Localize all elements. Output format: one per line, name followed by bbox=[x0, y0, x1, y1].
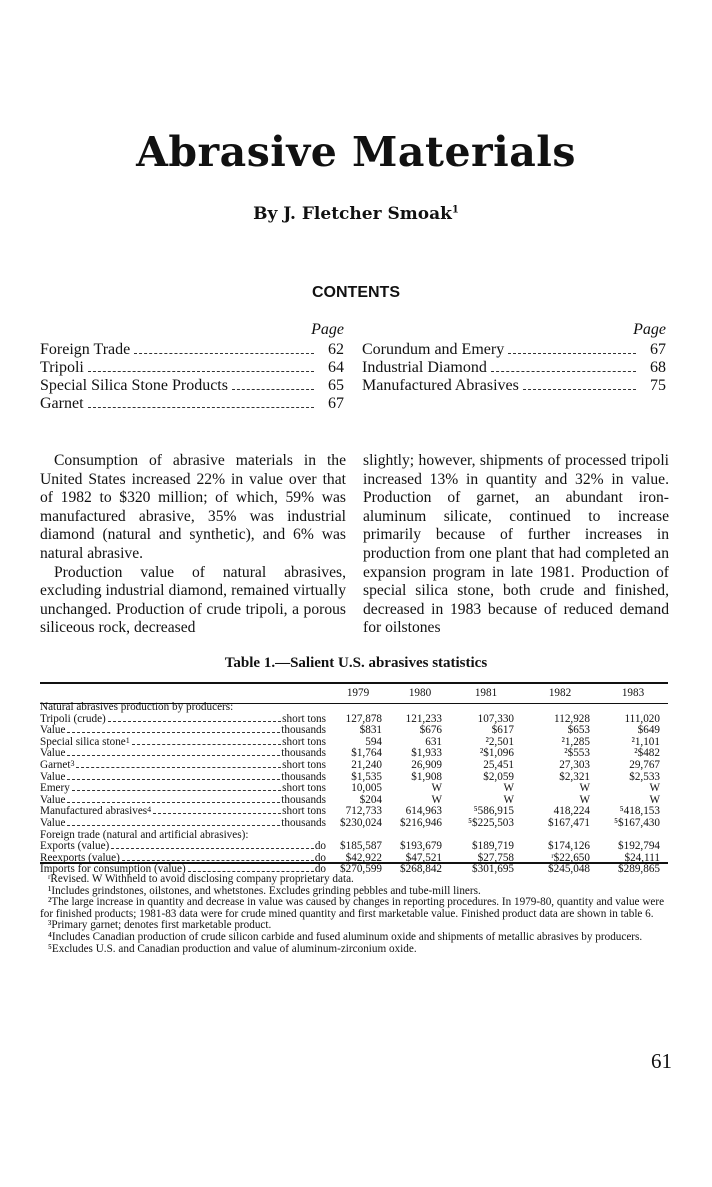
toc-entry[interactable] bbox=[40, 341, 344, 359]
value-cell: $27,758 bbox=[477, 851, 514, 864]
row-unit: thousands bbox=[281, 793, 326, 806]
value-cell: ²$482 bbox=[634, 747, 660, 760]
value-cell: $653 bbox=[567, 724, 590, 737]
value-cell: $289,865 bbox=[618, 863, 660, 876]
value-cell: $47,521 bbox=[405, 851, 442, 864]
row-label-cell bbox=[40, 841, 326, 853]
toc-entry[interactable] bbox=[362, 377, 666, 395]
toc-entry-label: Special Silica Stone Products bbox=[40, 377, 228, 394]
value-cell: $831 bbox=[359, 724, 382, 737]
row-leader bbox=[67, 825, 280, 826]
value-cell: 26,909 bbox=[411, 758, 442, 771]
value-cell: 25,451 bbox=[483, 758, 514, 771]
value-cell: $1,764 bbox=[351, 747, 382, 760]
value-cell: $270,599 bbox=[340, 863, 382, 876]
toc-entry[interactable] bbox=[40, 377, 344, 395]
value-cell: 418,224 bbox=[553, 805, 590, 818]
value-cell: ⁵$167,430 bbox=[614, 816, 660, 829]
value-cell: $2,533 bbox=[629, 770, 660, 783]
toc-entry-page: 75 bbox=[650, 377, 666, 394]
value-cell: $649 bbox=[637, 724, 660, 737]
author-byline bbox=[0, 204, 712, 224]
row-unit: do bbox=[314, 851, 326, 864]
page-number: 61 bbox=[651, 1049, 672, 1073]
row-footnote-marker: 3 bbox=[70, 758, 75, 768]
row-unit: thousands bbox=[281, 816, 326, 829]
row-label bbox=[40, 760, 326, 772]
section-label: Foreign trade (natural and artificial abrasives): bbox=[40, 828, 249, 841]
row-label-cell bbox=[40, 783, 326, 795]
row-footnote-marker: 4 bbox=[147, 805, 152, 815]
value-cell: W bbox=[503, 793, 514, 806]
value-cell: $192,794 bbox=[618, 840, 660, 853]
value-cell: $230,024 bbox=[340, 816, 382, 829]
value-cell: $193,679 bbox=[400, 840, 442, 853]
toc-right-column bbox=[362, 321, 666, 395]
value-cell: ²2,501 bbox=[485, 735, 514, 748]
toc-entry-label: Foreign Trade bbox=[40, 341, 131, 358]
body-paragraph: slightly; however, shipments of processed tripoli increased 13% in quantity and 32% in value. Production of garnet, an abundant iron-aluminum silicate, continued to increase primarily because of further increases in production from one plant that had completed an expansion program in late 1981. Production of special silica stone, both crude and finished, decreased in 1983 because of reduced demand for oilstones bbox=[363, 452, 669, 637]
row-unit: short tons bbox=[282, 758, 326, 771]
row-label-text: Emery bbox=[40, 782, 70, 795]
value-cell: $2,059 bbox=[483, 770, 514, 783]
value-cell: 27,303 bbox=[559, 758, 590, 771]
row-unit: do bbox=[314, 863, 326, 876]
value-cell: ²1,285 bbox=[561, 735, 590, 748]
toc-leader bbox=[508, 353, 636, 354]
table-row bbox=[40, 841, 668, 853]
row-label-text: Value bbox=[40, 724, 66, 737]
toc-entry-label: Manufactured Abrasives bbox=[362, 377, 519, 394]
table-title: Table 1.—Salient U.S. abrasives statistics bbox=[224, 655, 488, 671]
body-paragraph: Production value of natural abrasives, excluding industrial diamond, remained virtually unchanged. Production of crude tripoli, a porous siliceous rock, decreased bbox=[40, 563, 346, 637]
row-leader bbox=[67, 779, 280, 780]
row-label-cell bbox=[40, 818, 326, 830]
value-cell: W bbox=[649, 793, 660, 806]
toc-entry[interactable] bbox=[40, 359, 344, 377]
footnote: ⁵Excludes U.S. and Canadian production and value of aluminum-zirconium oxide. bbox=[48, 942, 417, 955]
row-label-text: Reexports (value) bbox=[40, 851, 120, 864]
value-cell: $1,535 bbox=[351, 770, 382, 783]
toc-entry-page: 62 bbox=[328, 341, 344, 358]
row-leader bbox=[67, 732, 280, 733]
row-label-text: Garnet bbox=[40, 758, 71, 771]
value-cell: $167,471 bbox=[548, 816, 590, 829]
value-cell: 121,233 bbox=[405, 712, 442, 725]
value-cell: 594 bbox=[365, 735, 382, 748]
row-leader bbox=[122, 860, 314, 861]
row-footnote-marker: 1 bbox=[125, 735, 130, 745]
value-cell: $676 bbox=[419, 724, 442, 737]
toc-entry[interactable] bbox=[362, 341, 666, 359]
value-cell: 29,767 bbox=[629, 758, 660, 771]
footnote: ⁴Includes Canadian production of crude silicon carbide and fused aluminum oxide and shipments of metallic abrasives by producers. bbox=[48, 930, 643, 943]
toc-left-column bbox=[40, 321, 344, 413]
toc-entry-label: Corundum and Emery bbox=[362, 341, 505, 358]
value-cell: $1,908 bbox=[411, 770, 442, 783]
value-cell: ⁵418,153 bbox=[619, 805, 660, 818]
value-cell: ʳ$22,650 bbox=[551, 851, 590, 864]
row-label-cell bbox=[40, 760, 326, 772]
row-unit: thousands bbox=[281, 770, 326, 783]
value-cell: $24,111 bbox=[624, 851, 660, 864]
author-footnote-marker: 1 bbox=[451, 204, 459, 216]
row-leader bbox=[76, 767, 281, 768]
row-label-text: Manufactured abrasives bbox=[40, 805, 148, 818]
contents-heading: CONTENTS bbox=[312, 284, 400, 301]
value-cell: 712,733 bbox=[345, 805, 382, 818]
table-row bbox=[40, 818, 668, 830]
row-unit: thousands bbox=[281, 724, 326, 737]
row-label-text: Value bbox=[40, 793, 66, 806]
toc-entry-page: 64 bbox=[328, 359, 344, 376]
author-name: By J. Fletcher Smoak bbox=[253, 204, 452, 224]
row-leader bbox=[67, 755, 280, 756]
toc-entry-label: Industrial Diamond bbox=[362, 359, 487, 376]
row-label-text: Exports (value) bbox=[40, 840, 110, 853]
toc-entry[interactable] bbox=[40, 395, 344, 413]
value-cell: ⁵586,915 bbox=[473, 805, 514, 818]
row-unit: thousands bbox=[281, 747, 326, 760]
toc-entry-page: 68 bbox=[650, 359, 666, 376]
row-label-text: Value bbox=[40, 770, 66, 783]
row-label-text: Special silica stone bbox=[40, 735, 126, 748]
value-cell: $42,922 bbox=[345, 851, 382, 864]
toc-entry-label: Tripoli bbox=[40, 359, 84, 376]
value-cell: $245,048 bbox=[548, 863, 590, 876]
row-label bbox=[40, 841, 326, 853]
value-cell: ²$1,096 bbox=[479, 747, 514, 760]
value-cell: 112,928 bbox=[554, 712, 590, 725]
value-cell: W bbox=[579, 793, 590, 806]
value-cell: 107,330 bbox=[477, 712, 514, 725]
row-label-text: Value bbox=[40, 816, 66, 829]
table-row bbox=[40, 783, 668, 795]
row-leader bbox=[67, 802, 280, 803]
body-column-left bbox=[40, 452, 346, 638]
toc-entry[interactable] bbox=[362, 359, 666, 377]
section-row bbox=[40, 702, 668, 714]
year-header: 1983 bbox=[621, 687, 645, 700]
row-unit: short tons bbox=[282, 782, 326, 795]
value-cell: 10,005 bbox=[351, 782, 382, 795]
row-leader bbox=[153, 813, 281, 814]
toc-leader bbox=[232, 389, 314, 390]
row-unit: short tons bbox=[282, 805, 326, 818]
year-header: 1980 bbox=[408, 687, 432, 700]
value-cell: $617 bbox=[491, 724, 514, 737]
value-cell: 21,240 bbox=[351, 758, 382, 771]
salient-statistics-table bbox=[40, 686, 668, 876]
toc-entry-page: 65 bbox=[328, 377, 344, 394]
value-cell: 614,963 bbox=[405, 805, 442, 818]
year-header: 1982 bbox=[548, 687, 572, 700]
toc-entry-label: Garnet bbox=[40, 395, 84, 412]
toc-leader bbox=[88, 407, 314, 408]
value-cell: W bbox=[649, 782, 660, 795]
value-cell: W bbox=[431, 793, 442, 806]
page-title: Abrasive Materials bbox=[136, 128, 576, 176]
footnote: ²The large increase in quantity and decrease in value was caused by changes in reporting procedures. In 1979-80, quantity and value were for finished products; 1981-83 data were for crude mined quantity and first marketable value. Finished product data are shown in table 6. bbox=[40, 896, 665, 920]
toc-entry-page: 67 bbox=[328, 395, 344, 412]
value-cell: 631 bbox=[425, 735, 442, 748]
value-cell: $268,842 bbox=[400, 863, 442, 876]
value-cell: 111,020 bbox=[624, 712, 660, 725]
toc-leader bbox=[491, 371, 636, 372]
table-footnotes bbox=[40, 874, 672, 955]
toc-leader bbox=[134, 353, 314, 354]
row-leader bbox=[111, 848, 314, 849]
table-header-row bbox=[40, 686, 668, 702]
row-label-text: Imports for consumption (value) bbox=[40, 863, 186, 876]
value-cell: W bbox=[579, 782, 590, 795]
value-cell: W bbox=[503, 782, 514, 795]
value-cell: $185,587 bbox=[340, 840, 382, 853]
body-paragraph: Consumption of abrasive materials in the United States increased 22% in value over that of 1982 to $320 million; of which, 59% was manufactured abrasive, 35% was industrial diamond (natural and synthetic), and 6% was natural abrasive. bbox=[40, 452, 346, 562]
row-label-text: Value bbox=[40, 747, 66, 760]
year-header: 1979 bbox=[346, 687, 370, 700]
body-column-right bbox=[363, 452, 669, 638]
value-cell: $301,695 bbox=[472, 863, 514, 876]
footnote: ³Primary garnet; denotes first marketable product. bbox=[48, 919, 272, 932]
row-label-text: Tripoli (crude) bbox=[40, 712, 106, 725]
row-unit: short tons bbox=[282, 735, 326, 748]
section-label: Natural abrasives production by producers: bbox=[40, 701, 234, 713]
row-label bbox=[40, 783, 326, 795]
table-top-rule bbox=[40, 682, 668, 684]
value-cell: $2,321 bbox=[559, 770, 590, 783]
row-leader bbox=[108, 721, 281, 722]
value-cell: ²1,101 bbox=[631, 735, 660, 748]
toc-leader bbox=[523, 389, 636, 390]
value-cell: W bbox=[431, 782, 442, 795]
row-unit: do bbox=[314, 840, 326, 853]
footnote: ¹Includes grindstones, oilstones, and whetstones. Excludes grinding pebbles and tube-mill liners. bbox=[48, 884, 481, 897]
toc-leader bbox=[88, 371, 314, 372]
value-cell: ⁵$225,503 bbox=[468, 816, 514, 829]
table-row bbox=[40, 760, 668, 772]
value-cell: ²$553 bbox=[564, 747, 590, 760]
value-cell: 127,878 bbox=[345, 712, 382, 725]
row-unit: short tons bbox=[282, 712, 326, 725]
value-cell: $204 bbox=[359, 793, 382, 806]
row-leader bbox=[72, 790, 281, 791]
toc-page-label: Page bbox=[311, 321, 344, 338]
value-cell: $1,933 bbox=[411, 747, 442, 760]
value-cell: $189,719 bbox=[472, 840, 514, 853]
table-header-blank bbox=[40, 686, 326, 702]
footnote: ʳRevised. W Withheld to avoid disclosing company proprietary data. bbox=[48, 873, 354, 885]
value-cell: $174,126 bbox=[548, 840, 590, 853]
toc-page-label: Page bbox=[633, 321, 666, 338]
value-cell: $216,946 bbox=[400, 816, 442, 829]
year-header: 1981 bbox=[474, 687, 498, 700]
row-leader bbox=[132, 744, 281, 745]
row-label bbox=[40, 818, 326, 830]
toc-entry-page: 67 bbox=[650, 341, 666, 358]
